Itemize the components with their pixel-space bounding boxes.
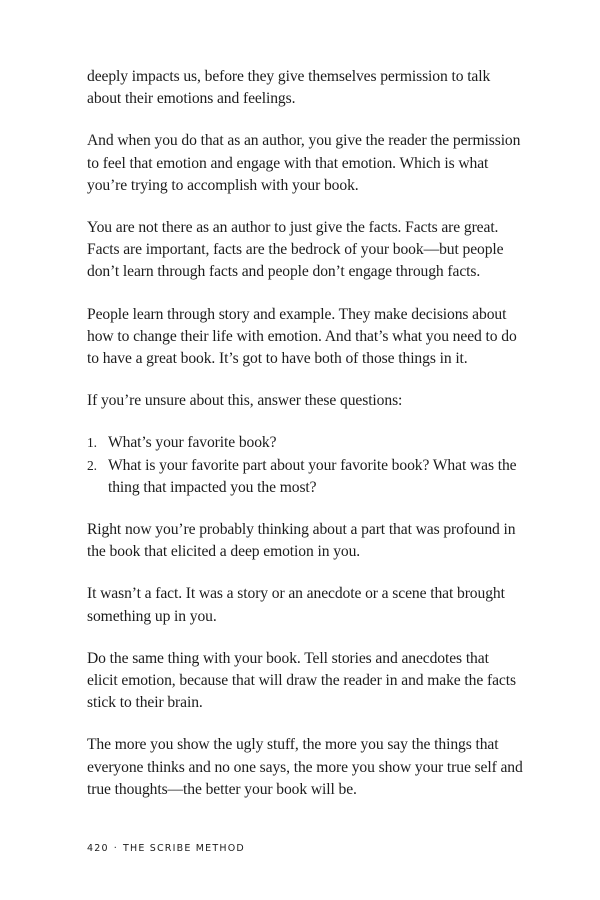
running-title: THE SCRIBE METHOD	[122, 843, 245, 854]
page-number: 420	[87, 843, 109, 854]
paragraph: Right now you’re probably thinking about a part that was profound in the book that elicited a deep emotion in you.	[87, 521, 516, 561]
paragraph: People learn through story and example. They make decisions about how to change their life with emotion. And that’s what you need to do to have a great book. It’s got to have both of those things in it.	[87, 305, 517, 368]
list-item	[87, 455, 523, 499]
list-item-text: What is your favorite part about your favorite book? What was the thing that impacted you the most?	[108, 456, 517, 496]
paragraph: It wasn’t a fact. It was a story or an anecdote or a scene that brought something up in you.	[87, 585, 505, 625]
footer-separator: ·	[113, 843, 118, 854]
paragraph: Do the same thing with your book. Tell stories and anecdotes that elicit emotion, because that will draw the reader in and make the facts stick to their brain.	[87, 649, 516, 712]
paragraph: The more you show the ugly stuff, the more you say the things that everyone thinks and no one says, the more you show your true self and true thoughts—the better your book will be.	[87, 736, 523, 798]
paragraph: And when you do that as an author, you give the reader the permission to feel that emotion and engage with that emotion. Which is what you’re trying to accomplish with your book.	[87, 132, 521, 194]
list-item-number: 2.	[87, 457, 97, 473]
list-item	[87, 432, 523, 454]
page-footer	[87, 843, 245, 854]
paragraph: deeply impacts us, before they give themselves permission to talk about their emotions and feelings.	[87, 68, 491, 108]
list-item-number: 1.	[87, 435, 97, 451]
paragraph: You are not there as an author to just give the facts. Facts are great. Facts are important, facts are the bedrock of your book—but people don’t learn through facts and people don’t engage through facts.	[87, 219, 504, 281]
body-text	[87, 66, 523, 821]
list-item-text: What’s your favorite book?	[108, 434, 277, 452]
paragraph: If you’re unsure about this, answer these questions:	[87, 392, 403, 410]
question-list	[87, 432, 523, 499]
